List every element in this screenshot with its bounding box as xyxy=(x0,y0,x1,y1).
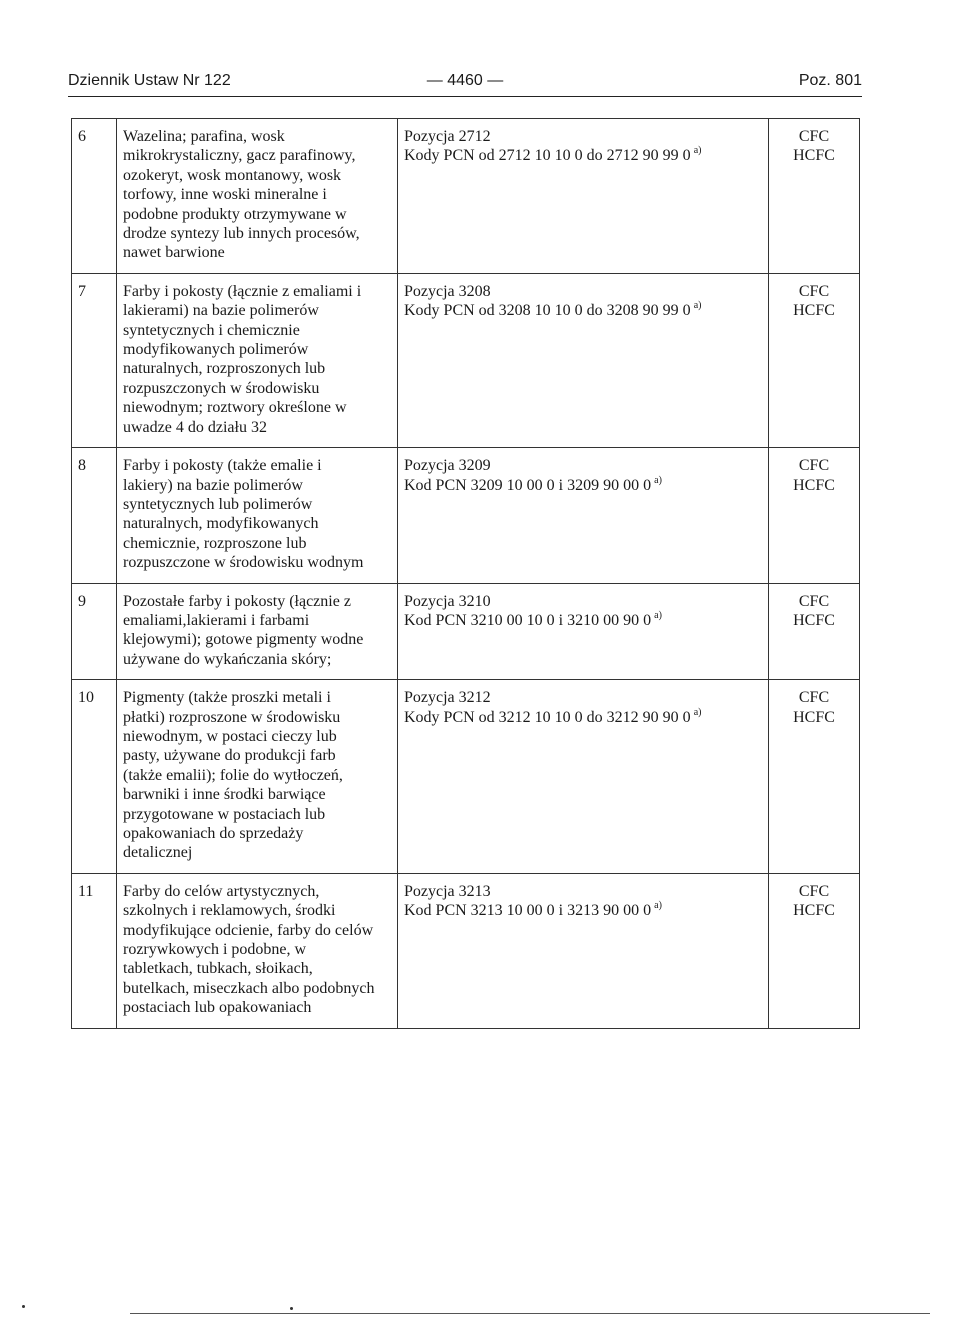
description-line: przygotowane w postaciach lub xyxy=(123,805,326,823)
description-line: emaliami,lakierami i farbami xyxy=(123,611,310,629)
substance-label: HCFC xyxy=(793,147,835,165)
description-line: płatki) rozproszone w środowisku xyxy=(123,708,341,726)
position-label: Pozycja 3210 xyxy=(404,592,491,610)
product-description xyxy=(117,873,398,1028)
description-line: butelkach, miseczkach albo podobnych xyxy=(123,979,375,997)
pcn-code-range xyxy=(404,301,762,320)
table-body xyxy=(72,119,860,1029)
substance-label: HCFC xyxy=(793,611,835,629)
description-line: naturalnych, modyfikowanych xyxy=(123,515,319,533)
substance-label: HCFC xyxy=(793,302,835,320)
description-line: niewodnym, w postaci cieczy lub xyxy=(123,727,337,745)
description-line: lakiery) na bazie polimerów xyxy=(123,476,303,494)
description-line: podobne produkty otrzymywane w xyxy=(123,205,347,223)
row-number: 9 xyxy=(72,583,117,680)
description-line: opakowaniach do sprzedaży xyxy=(123,825,304,842)
description-line: używane do wykańczania skóry; xyxy=(123,650,332,668)
description-line: Farby i pokosty (także emalie i xyxy=(123,457,322,475)
position-label: Pozycja 2712 xyxy=(404,128,491,145)
substance-label: CFC xyxy=(798,282,830,300)
product-description xyxy=(117,583,398,680)
footnote-marker: a) xyxy=(693,706,702,718)
description-line: lakierami) na bazie polimerów xyxy=(123,302,319,320)
description-line: rozpuszczone w środowisku wodnym xyxy=(123,554,364,572)
table-row xyxy=(72,119,860,274)
scan-speck xyxy=(290,1307,293,1310)
description-line: Wazelina; parafina, wosk xyxy=(123,128,285,145)
pcn-code-text: Kod PCN 3210 00 10 0 i 3210 00 90 0 xyxy=(404,611,652,629)
controlled-substances xyxy=(769,448,860,583)
substance-label: CFC xyxy=(798,457,830,475)
description-line: detalicznej xyxy=(123,844,193,862)
product-description xyxy=(117,119,398,274)
description-line: Pozostałe farby i pokosty (łącznie z xyxy=(123,592,351,610)
table-row xyxy=(72,273,860,447)
pcn-code-text: Kody PCN od 3212 10 10 0 do 3212 90 90 0 xyxy=(404,708,691,726)
description-line: klejowymi); gotowe pigmenty wodne xyxy=(123,631,364,649)
description-line: uwadze 4 do działu 32 xyxy=(123,418,267,436)
description-line: modyfikowanych polimerów xyxy=(123,341,309,359)
row-number: 10 xyxy=(72,680,117,874)
description-line: rozpuszczonych w środowisku xyxy=(123,379,320,397)
description-line: tabletkach, tubkach, słoikach, xyxy=(123,960,313,978)
description-line: chemicznie, rozproszone lub xyxy=(123,534,307,552)
description-line: torfowy, inne woski mineralne i xyxy=(123,186,327,204)
position-label: Pozycja 3209 xyxy=(404,457,491,475)
position-label: Pozycja 3208 xyxy=(404,282,491,300)
substance-label: CFC xyxy=(798,128,830,145)
position-label: Pozycja 3212 xyxy=(404,689,491,707)
footnote-marker: a) xyxy=(654,609,662,621)
pcn-code-range xyxy=(404,901,762,920)
controlled-substances xyxy=(769,873,860,1028)
footnote-marker: a) xyxy=(693,145,702,157)
description-line: ozokeryt, wosk montanowy, wosk xyxy=(123,166,342,184)
row-number: 8 xyxy=(72,448,117,583)
tariff-codes xyxy=(398,680,769,874)
description-line: postaciach lub opakowaniach xyxy=(123,999,312,1017)
description-line: barwniki i inne środki barwiące xyxy=(123,786,326,804)
description-line: drodze syntezy lub innych procesów, xyxy=(123,225,360,243)
footnote-marker: a) xyxy=(693,300,702,312)
description-line: niewodnym; roztwory określone w xyxy=(123,399,347,417)
position-number: Poz. 801 xyxy=(798,72,862,89)
pcn-code-range xyxy=(404,708,762,727)
footnote-marker: a) xyxy=(654,474,662,486)
tariff-codes xyxy=(398,583,769,680)
description-line: syntetycznych lub polimerów xyxy=(123,495,313,513)
description-line: szkolnych i reklamowych, środki xyxy=(123,902,336,920)
header-divider xyxy=(68,96,862,97)
product-description xyxy=(117,448,398,583)
pcn-code-range xyxy=(404,146,762,165)
row-number: 7 xyxy=(72,273,117,447)
row-number: 6 xyxy=(72,119,117,274)
table-row xyxy=(72,873,860,1028)
description-line: syntetycznych i chemicznie xyxy=(123,321,300,339)
substance-label: CFC xyxy=(798,592,830,610)
substance-label: HCFC xyxy=(793,902,835,920)
description-line: modyfikujące odcienie, farby do celów xyxy=(123,921,374,939)
page-number: — 4460 — xyxy=(426,72,504,89)
journal-title: Dziennik Ustaw Nr 122 xyxy=(68,72,231,89)
table-row xyxy=(72,583,860,680)
controlled-substances xyxy=(769,273,860,447)
footer-divider xyxy=(130,1313,930,1314)
pcn-code-range xyxy=(404,476,762,495)
controlled-substances xyxy=(769,119,860,274)
description-line: Farby i pokosty (łącznie z emaliami i xyxy=(123,282,362,300)
substances-table xyxy=(71,118,860,1029)
description-line: Farby do celów artystycznych, xyxy=(123,882,320,900)
description-line: nawet barwione xyxy=(123,244,225,262)
table-row xyxy=(72,680,860,874)
description-line: (także emalii); folie do wytłoczeń, xyxy=(123,766,343,784)
pcn-code-text: Kod PCN 3213 10 00 0 i 3213 90 00 0 xyxy=(404,902,652,920)
row-number: 11 xyxy=(72,873,117,1028)
pcn-code-text: Kody PCN od 3208 10 10 0 do 3208 90 99 0 xyxy=(404,302,691,320)
table-row xyxy=(72,448,860,583)
description-line: pasty, używane do produkcji farb xyxy=(123,747,336,765)
tariff-codes xyxy=(398,273,769,447)
pcn-code-text: Kody PCN od 2712 10 10 0 do 2712 90 99 0 xyxy=(404,147,691,165)
controlled-substances xyxy=(769,583,860,680)
controlled-substances xyxy=(769,680,860,874)
substance-label: HCFC xyxy=(793,708,835,726)
tariff-codes xyxy=(398,119,769,274)
tariff-codes xyxy=(398,873,769,1028)
description-line: mikrokrystaliczny, gacz parafinowy, xyxy=(123,147,356,165)
pcn-code-text: Kod PCN 3209 10 00 0 i 3209 90 00 0 xyxy=(404,476,652,494)
description-line: rozrywkowych i podobne, w xyxy=(123,941,307,959)
tariff-codes xyxy=(398,448,769,583)
substance-label: HCFC xyxy=(793,476,835,494)
scan-speck xyxy=(22,1305,25,1308)
footnote-marker: a) xyxy=(654,900,662,912)
description-line: Pigmenty (także proszki metali i xyxy=(123,689,331,707)
page-header xyxy=(68,72,862,96)
substance-label: CFC xyxy=(798,689,830,707)
product-description xyxy=(117,680,398,874)
substance-label: CFC xyxy=(798,882,830,900)
position-label: Pozycja 3213 xyxy=(404,882,491,900)
product-description xyxy=(117,273,398,447)
pcn-code-range xyxy=(404,611,762,630)
description-line: naturalnych, rozproszonych lub xyxy=(123,360,326,378)
